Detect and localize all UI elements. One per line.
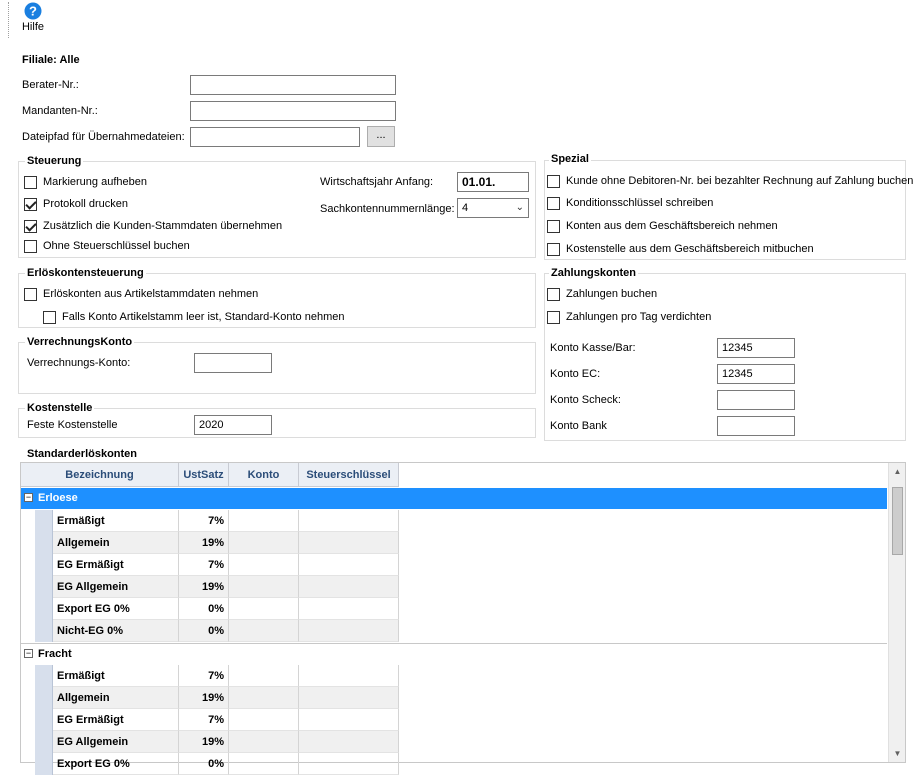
chevron-down-icon: ⌄ bbox=[515, 202, 524, 213]
checkbox-label: Falls Konto Artikelstamm leer ist, Standard-Konto nehmen bbox=[62, 311, 345, 323]
kunden-stammdaten-checkbox[interactable] bbox=[24, 218, 282, 234]
konto-kasse-label: Konto Kasse/Bar: bbox=[550, 342, 636, 354]
cell-konto[interactable] bbox=[229, 709, 299, 731]
row-indicator bbox=[35, 598, 53, 620]
cell-ustsatz: 7% bbox=[179, 510, 229, 532]
spezial-title: Spezial bbox=[551, 153, 589, 165]
checkbox-box[interactable] bbox=[547, 311, 560, 324]
cell-konto[interactable] bbox=[229, 665, 299, 687]
ohne-steuerschluessel-checkbox[interactable] bbox=[24, 238, 190, 254]
standarderloeskonten-title: Standarderlöskonten bbox=[27, 448, 138, 460]
zahlungskonten-title: Zahlungskonten bbox=[551, 267, 636, 279]
table-row[interactable] bbox=[21, 510, 401, 532]
cell-konto[interactable] bbox=[229, 576, 299, 598]
checkbox-label: Zusätzlich die Kunden-Stammdaten übernehmen bbox=[43, 220, 283, 232]
checkbox-label: Zahlungen buchen bbox=[566, 288, 658, 300]
cell-bezeichnung: Export EG 0% bbox=[53, 753, 179, 775]
checkbox-label: Zahlungen pro Tag verdichten bbox=[566, 311, 712, 323]
row-indicator bbox=[35, 554, 53, 576]
cell-ustsatz: 19% bbox=[179, 687, 229, 709]
scroll-thumb[interactable] bbox=[892, 487, 903, 555]
cell-konto[interactable] bbox=[229, 532, 299, 554]
column-header-1[interactable]: UstSatz bbox=[179, 463, 229, 487]
checkbox-label: Konditionsschlüssel schreiben bbox=[566, 197, 714, 209]
browse-button[interactable]: ... bbox=[367, 126, 395, 147]
group-row-erloese[interactable] bbox=[21, 488, 887, 509]
wirtschaftsjahr-input[interactable] bbox=[457, 172, 529, 192]
checkbox-box[interactable] bbox=[547, 197, 560, 210]
cell-ustsatz: 19% bbox=[179, 576, 229, 598]
table-row[interactable] bbox=[21, 554, 401, 576]
checkbox-box[interactable] bbox=[24, 220, 37, 233]
filiale-label: Filiale: Alle bbox=[22, 54, 80, 66]
help-button[interactable] bbox=[18, 2, 48, 36]
checkbox-label: Ohne Steuerschlüssel buchen bbox=[43, 240, 190, 252]
konditionsschluessel-checkbox[interactable] bbox=[547, 195, 713, 211]
table-row[interactable] bbox=[21, 753, 401, 775]
column-header-0[interactable]: Bezeichnung bbox=[21, 463, 179, 487]
group-label: Fracht bbox=[38, 648, 72, 660]
cell-ustsatz: 19% bbox=[179, 532, 229, 554]
help-label: Hilfe bbox=[21, 21, 44, 33]
checkbox-box[interactable] bbox=[547, 288, 560, 301]
cell-steuerschluessel[interactable] bbox=[299, 598, 399, 620]
help-icon bbox=[24, 2, 42, 20]
kostenstelle-input[interactable] bbox=[194, 415, 272, 435]
konten-geschaeftsbereich-checkbox[interactable] bbox=[547, 218, 778, 234]
konto-bank-label: Konto Bank bbox=[550, 420, 607, 432]
cell-ustsatz: 0% bbox=[179, 598, 229, 620]
scroll-up-icon[interactable]: ▲ bbox=[893, 467, 902, 476]
row-indicator bbox=[35, 687, 53, 709]
cell-steuerschluessel[interactable] bbox=[299, 687, 399, 709]
konto-bank-input[interactable] bbox=[717, 416, 795, 436]
checkbox-label: Kunde ohne Debitoren-Nr. bei bezahlter Rechnung auf Zahlung buchen bbox=[566, 175, 914, 187]
cell-steuerschluessel[interactable] bbox=[299, 532, 399, 554]
cell-steuerschluessel[interactable] bbox=[299, 576, 399, 598]
scroll-down-icon[interactable]: ▼ bbox=[893, 749, 902, 758]
cell-ustsatz: 19% bbox=[179, 731, 229, 753]
sachkonten-label: Sachkontennummernlänge: bbox=[320, 203, 455, 215]
checkbox-label: Kostenstelle aus dem Geschäftsbereich mitbuchen bbox=[566, 243, 814, 255]
konto-scheck-label: Konto Scheck: bbox=[550, 394, 621, 406]
row-indicator bbox=[35, 510, 53, 532]
row-indicator bbox=[35, 753, 53, 775]
table-row[interactable] bbox=[21, 532, 401, 554]
cell-bezeichnung: EG Ermäßigt bbox=[53, 554, 179, 576]
cell-steuerschluessel[interactable] bbox=[299, 665, 399, 687]
cell-steuerschluessel[interactable] bbox=[299, 731, 399, 753]
checkbox-box[interactable] bbox=[547, 175, 560, 188]
checkbox-box[interactable] bbox=[547, 243, 560, 256]
cell-bezeichnung: EG Allgemein bbox=[53, 731, 179, 753]
table-row[interactable] bbox=[21, 620, 401, 642]
column-header-3[interactable]: Steuerschlüssel bbox=[299, 463, 399, 487]
cell-ustsatz: 0% bbox=[179, 753, 229, 775]
cell-konto[interactable] bbox=[229, 731, 299, 753]
cell-bezeichnung: Ermäßigt bbox=[53, 510, 179, 532]
row-indicator bbox=[35, 620, 53, 642]
cell-ustsatz: 0% bbox=[179, 620, 229, 642]
cell-ustsatz: 7% bbox=[179, 665, 229, 687]
konto-scheck-input[interactable] bbox=[717, 390, 795, 410]
checkbox-box[interactable] bbox=[24, 288, 37, 301]
checkbox-label: Erlöskonten aus Artikelstammdaten nehmen bbox=[43, 288, 259, 300]
berater-label: Berater-Nr.: bbox=[22, 79, 79, 91]
berater-input[interactable] bbox=[190, 75, 396, 95]
checkbox-box[interactable] bbox=[24, 176, 37, 189]
checkbox-label: Konten aus dem Geschäftsbereich nehmen bbox=[566, 220, 778, 232]
checkbox-box[interactable] bbox=[43, 311, 56, 324]
zahlungen-buchen-checkbox[interactable] bbox=[547, 286, 657, 302]
sachkonten-select[interactable] bbox=[457, 198, 529, 218]
table-row[interactable] bbox=[21, 687, 401, 709]
checkbox-box[interactable] bbox=[24, 240, 37, 253]
table-row[interactable] bbox=[21, 576, 401, 598]
erloeskonten-artikel-checkbox[interactable] bbox=[24, 286, 258, 302]
checkbox-box[interactable] bbox=[547, 220, 560, 233]
wirtschaftsjahr-label: Wirtschaftsjahr Anfang: bbox=[320, 176, 434, 188]
dateipfad-input[interactable] bbox=[190, 127, 360, 147]
cell-ustsatz: 7% bbox=[179, 554, 229, 576]
cell-bezeichnung: Nicht-EG 0% bbox=[53, 620, 179, 642]
verrechnungskonto-input[interactable] bbox=[194, 353, 272, 373]
cell-konto[interactable] bbox=[229, 687, 299, 709]
mandanten-label: Mandanten-Nr.: bbox=[22, 105, 98, 117]
checkbox-label: Protokoll drucken bbox=[43, 198, 128, 210]
cell-steuerschluessel[interactable] bbox=[299, 709, 399, 731]
row-indicator bbox=[35, 709, 53, 731]
konto-ec-label: Konto EC: bbox=[550, 368, 601, 380]
cell-bezeichnung: Allgemein bbox=[53, 687, 179, 709]
cell-steuerschluessel[interactable] bbox=[299, 620, 399, 642]
cell-ustsatz: 7% bbox=[179, 709, 229, 731]
erloeskontensteuerung-title: Erlöskontensteuerung bbox=[27, 267, 144, 279]
standard-konto-checkbox[interactable] bbox=[43, 309, 344, 325]
cell-bezeichnung: EG Ermäßigt bbox=[53, 709, 179, 731]
row-indicator bbox=[35, 665, 53, 687]
zahlungen-verdichten-checkbox[interactable] bbox=[547, 309, 711, 325]
toolbar-separator bbox=[8, 2, 9, 38]
kunde-ohne-debitoren-checkbox[interactable] bbox=[547, 173, 913, 189]
markierung-checkbox[interactable] bbox=[24, 174, 147, 190]
row-indicator bbox=[35, 532, 53, 554]
cell-bezeichnung: Allgemein bbox=[53, 532, 179, 554]
sachkonten-value: 4 bbox=[462, 202, 469, 214]
konto-ec-input[interactable] bbox=[717, 364, 795, 384]
checkbox-box[interactable] bbox=[24, 198, 37, 211]
cell-konto[interactable] bbox=[229, 753, 299, 775]
cell-konto[interactable] bbox=[229, 510, 299, 532]
cell-bezeichnung: Ermäßigt bbox=[53, 665, 179, 687]
standarderloeskonten-grid[interactable] bbox=[20, 462, 906, 770]
konto-kasse-input[interactable] bbox=[717, 338, 795, 358]
table-row[interactable] bbox=[21, 665, 401, 687]
checkbox-label: Markierung aufheben bbox=[43, 176, 147, 188]
kostenstelle-label: Feste Kostenstelle bbox=[27, 419, 118, 431]
steuerung-title: Steuerung bbox=[27, 155, 82, 167]
cell-steuerschluessel[interactable] bbox=[299, 753, 399, 775]
table-row[interactable] bbox=[21, 709, 401, 731]
cell-konto[interactable] bbox=[229, 554, 299, 576]
cell-konto[interactable] bbox=[229, 620, 299, 642]
mandanten-input[interactable] bbox=[190, 101, 396, 121]
kostenstelle-geschaeftsbereich-checkbox[interactable] bbox=[547, 241, 814, 257]
dateipfad-label: Dateipfad für Übernahmedateien: bbox=[22, 131, 185, 143]
verrechnungskonto-title: VerrechnungsKonto bbox=[27, 336, 133, 348]
verrechnungskonto-label: Verrechnungs-Konto: bbox=[27, 357, 131, 369]
cell-steuerschluessel[interactable] bbox=[299, 554, 399, 576]
column-header-2[interactable]: Konto bbox=[229, 463, 299, 487]
cell-bezeichnung: EG Allgemein bbox=[53, 576, 179, 598]
kostenstelle-title: Kostenstelle bbox=[27, 402, 93, 414]
collapse-icon[interactable]: − bbox=[25, 648, 32, 658]
collapse-icon[interactable]: − bbox=[25, 492, 32, 502]
cell-bezeichnung: Export EG 0% bbox=[53, 598, 179, 620]
table-row[interactable] bbox=[21, 731, 401, 753]
row-indicator bbox=[35, 731, 53, 753]
row-indicator bbox=[35, 576, 53, 598]
grid-body bbox=[21, 463, 889, 770]
group-row-fracht[interactable] bbox=[21, 643, 887, 664]
cell-konto[interactable] bbox=[229, 598, 299, 620]
group-label: Erloese bbox=[38, 492, 78, 504]
vertical-scrollbar[interactable] bbox=[888, 463, 905, 762]
table-row[interactable] bbox=[21, 598, 401, 620]
cell-steuerschluessel[interactable] bbox=[299, 510, 399, 532]
protokoll-checkbox[interactable] bbox=[24, 196, 128, 212]
svg-text:?: ? bbox=[29, 3, 37, 19]
